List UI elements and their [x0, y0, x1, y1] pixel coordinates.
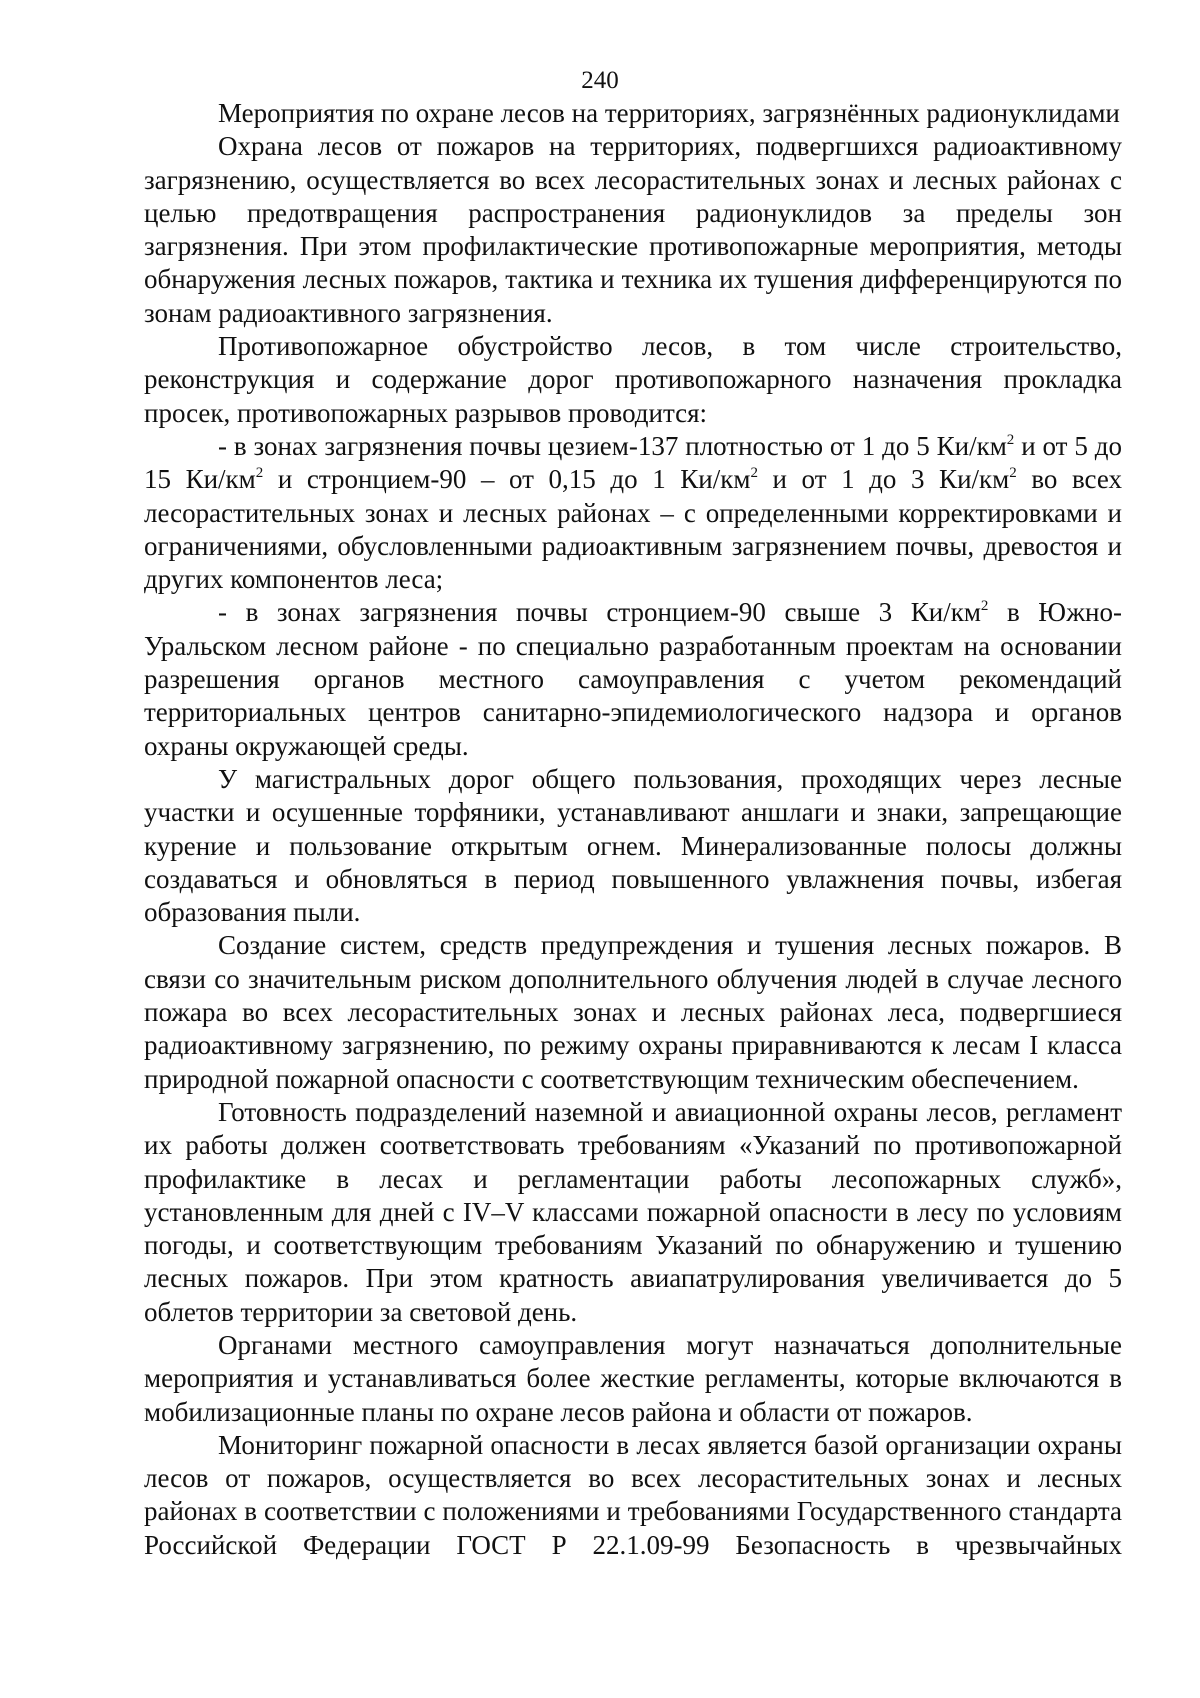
- paragraph-fire-infrastructure: Противопожарное обустройство лесов, в том числе строительство, реконструкция и содержание дорог противопожарного назначения прокладка просек, противопожарных разрывов проводится:: [144, 331, 1122, 428]
- list-item-strontium-zones: [144, 596, 1122, 762]
- paragraph-road-signs: У магистральных дорог общего пользования, проходящих через лесные участки и осушенные торфяники, устанавливают аншлаги и знаки, запрещающие курение и пользование открытым огнем. Минерализованные полосы должны создаваться и обновляться в период повышенного увлажнения почвы, избегая образования пыли.: [144, 763, 1122, 928]
- list-item-text: и стронцием-90 – от 0,15 до 1 Ки/км: [263, 464, 751, 495]
- paragraph-fire-protection-overview: Охрана лесов от пожаров на территориях, подвергшихся радиоактивному загрязнению, осуществляется во всех лесорастительных зонах и лесных районах с целью предотвращения распространения радионуклидов за пределы зон загрязнения. При этом профилактические противопожарные мероприятия, методы обнаружения лесных пожаров, тактика и техника их тушения дифференцируются по зонам радиоактивного загрязнения.: [144, 131, 1122, 328]
- list-item-cesium-zones: [144, 430, 1122, 596]
- superscript: 2: [980, 598, 989, 615]
- section-heading: Мероприятия по охране лесов на территориях, загрязнённых радионуклидами: [218, 98, 1120, 128]
- list-item-text: - в зонах загрязнения почвы цезием-137 плотностью от 1 до 5 Ки/км: [218, 430, 1007, 461]
- list-item-text: в Южно-Уральском лесном районе - по специально разработанным проектам на основании разрешения органов местного самоуправления с учетом рекомендаций территориальных центров санитарно-эпидемиологического надзора и органов охраны окружающей среды.: [144, 597, 1122, 761]
- superscript: 2: [1009, 465, 1017, 482]
- list-item-text: - в зонах загрязнения почвы стронцием-90 свыше 3 Ки/км: [218, 597, 981, 628]
- list-item-text: во всех лесорастительных зонах и лесных районах – с определенными корректировками и ограничениями, обусловленными радиоактивным загрязнением почвы, древостоя и других компонентов леса;: [144, 464, 1122, 595]
- superscript: 2: [750, 465, 758, 482]
- superscript: 2: [255, 465, 264, 482]
- paragraph-local-authorities: Органами местного самоуправления могут назначаться дополнительные мероприятия и устанавливаться более жесткие регламенты, которые включаются в мобилизационные планы по охране лесов района и области от пожаров.: [144, 1329, 1122, 1427]
- body-text: [144, 97, 1122, 1562]
- page-number: 240: [581, 67, 619, 94]
- paragraph-readiness: Готовность подразделений наземной и авиационной охраны лесов, регламент их работы должен соответствовать требованиям «Указаний по противопожарной профилактике в лесах и регламентации работы лесопожарных служб», установленным для дней с IV–V классами пожарной опасности в лесу по условиям погоды, и соответствующим требованиям Указаний по обнаружению и тушению лесных пожаров. При этом кратность авиапатрулирования увеличивается до 5 облетов территории за световой день.: [144, 1096, 1122, 1327]
- paragraph-monitoring: Мониторинг пожарной опасности в лесах является базой организации охраны лесов от пожаров, осуществляется во всех лесорастительных зонах и лесных районах в соответствии с положениями и требованиями Государственного стандарта Российской Федерации ГОСТ Р 22.1.09-99 Безопасность в чрезвычайных: [144, 1429, 1122, 1560]
- superscript: 2: [1006, 431, 1015, 448]
- paragraph-warning-systems: Создание систем, средств предупреждения и тушения лесных пожаров. В связи со значительным риском дополнительного облучения людей в случае лесного пожара во всех лесорастительных зонах и лесных районах леса, подвергшиеся радиоактивному загрязнению, по режиму охраны приравниваются к лесам I класса природной пожарной опасности с соответствующим техническим обеспечением.: [144, 930, 1122, 1094]
- list-item-text: и от 5 до 15 Ки/км: [144, 430, 1122, 495]
- list-item-text: и от 1 до 3 Ки/км: [757, 464, 1010, 495]
